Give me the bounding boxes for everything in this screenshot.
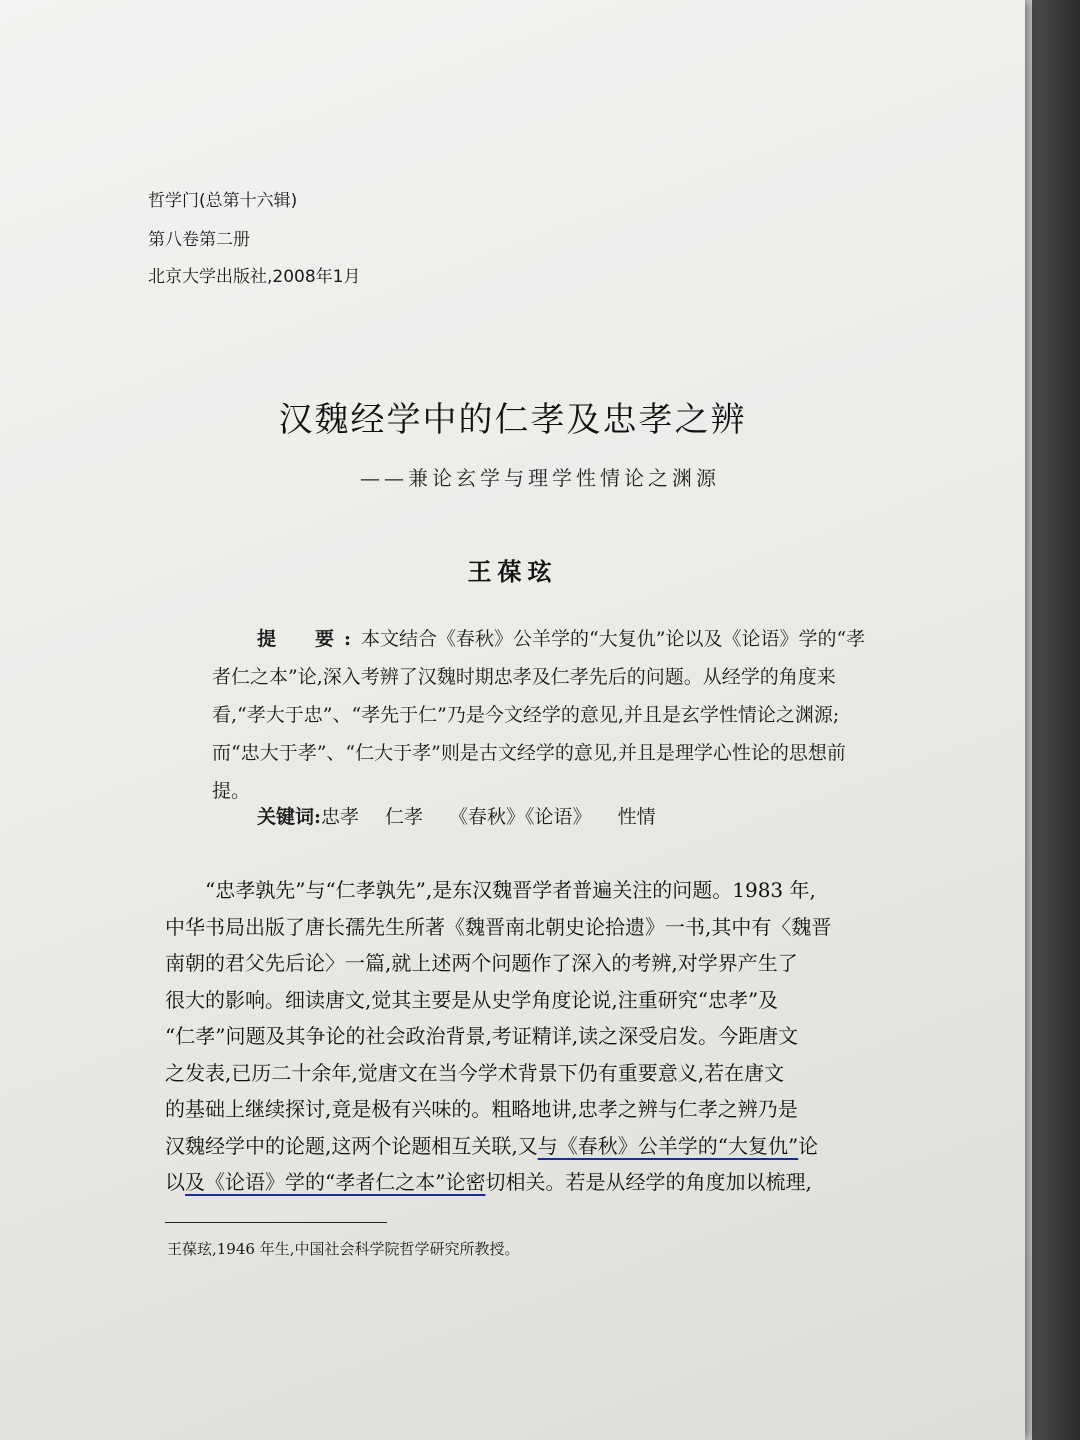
body-line: 中华书局出版了唐长孺先生所著《魏晋南北朝史论拾遗》一书,其中有〈魏晋 — [165, 914, 832, 939]
keyword-item: 性情 — [617, 806, 656, 828]
abstract-text: 本文结合《春秋》公羊学的“大复仇”论以及《论语》学的“孝者仁之本”论,深入考辨了汉魏时期忠孝及仁孝先后的问题。从经学的角度来看,“孝大于忠”、“孝先于仁”乃是今文经学的意见,并且是玄学性情论之渊源;而“忠大于孝”、“仁大于孝”则是古文经学的意见,并且是理学心性论的思想前提。 — [212, 628, 866, 802]
article-title: 汉魏经学中的仁孝及忠孝之辨 — [278, 400, 747, 440]
body-line: “忠孝孰先”与“仁孝孰先”,是东汉魏晋学者普遍关注的问题。1983 年, — [205, 878, 816, 902]
abstract-label: 提 要: — [257, 628, 362, 650]
volume-info: 第八卷第二册 — [148, 230, 250, 250]
body-line — [165, 1164, 865, 1201]
pen-underlined-text: 及《论语》学的“孝者仁之本”论密 — [185, 1170, 486, 1194]
publisher-date: 北京大学出版社,2008年1月 — [148, 267, 361, 287]
keywords-label: 关键词: — [257, 806, 322, 828]
keyword-item: 忠孝 — [321, 806, 360, 828]
body-text-segment: 论 — [798, 1133, 819, 1158]
author-name: 王葆玹 — [467, 557, 558, 586]
body-line: 南朝的君父先后论〉一篇,就上述两个问题作了深入的考辨,对学界产生了 — [165, 951, 798, 975]
body-text-segment: 切相关。若是从经学的角度加以梳理, — [485, 1170, 812, 1194]
body-line: 的基础上继续探讨,竟是极有兴味的。粗略地讲,忠孝之辨与仁孝之辨乃是 — [165, 1097, 798, 1121]
body-line: 很大的影响。细读唐文,觉其主要是从史学角度论说,注重研究“忠孝”及 — [165, 987, 779, 1012]
keyword-item: 仁孝 — [385, 806, 424, 828]
article-subtitle: ——兼论玄学与理学性情论之渊源 — [360, 466, 720, 490]
body-line: 之发表,已历二十余年,觉唐文在当今学术背景下仍有重要意义,若在唐文 — [165, 1060, 785, 1085]
keyword-item: 《春秋》《论语》 — [449, 806, 592, 828]
abstract-block — [212, 620, 867, 810]
pen-underlined-text: 与《春秋》公羊学的“大复仇” — [537, 1133, 799, 1158]
body-text-segment: 以 — [165, 1170, 185, 1194]
footnote-divider — [165, 1222, 387, 1223]
body-text-segment: 汉魏经学中的论题,这两个论题相互关联,又 — [165, 1133, 538, 1158]
journal-name: 哲学门(总第十六辑) — [148, 191, 298, 211]
keywords-block — [257, 802, 682, 829]
footnote: 王葆玹,1946 年生,中国社会科学院哲学研究所教授。 — [167, 1240, 520, 1258]
body-line: “仁孝”问题及其争论的社会政治背景,考证精详,读之深受启发。今距唐文 — [165, 1024, 799, 1048]
body-line — [165, 1128, 865, 1165]
body-paragraph — [165, 872, 865, 1201]
